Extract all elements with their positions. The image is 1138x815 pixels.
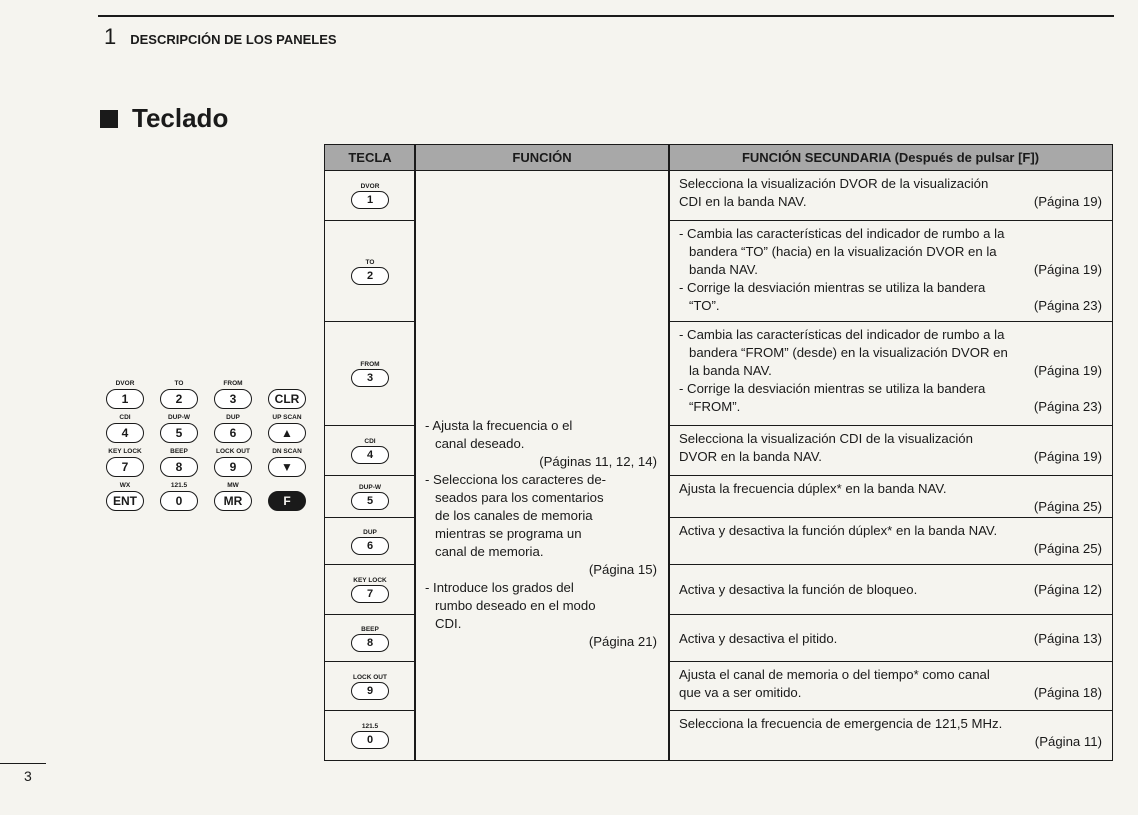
page-ref: (Página 19) (1033, 363, 1102, 378)
text-line: - Ajusta la frecuencia o el (425, 418, 573, 433)
keypad-key-cell (100, 447, 150, 477)
key-5: 5 (351, 492, 389, 510)
header-key: TECLA (325, 145, 415, 171)
keypad-key-cell (208, 379, 258, 409)
page-ref: (Página 23) (1033, 399, 1102, 414)
keypad-key-cell (100, 481, 150, 511)
keypad-illustration (100, 379, 310, 515)
page-ref: (Página 19) (1033, 262, 1102, 277)
text-line: DVOR en la banda NAV. (679, 449, 822, 464)
table-row-secondary (669, 426, 1112, 476)
chapter-number: 1 (104, 24, 117, 49)
section-title: Teclado (132, 103, 229, 133)
page-ref: (Página 25) (1033, 499, 1102, 514)
key-0: 0 (160, 491, 198, 511)
keypad-key-cell (262, 379, 312, 409)
page-number-rule (0, 763, 46, 764)
key-label: UP SCAN (272, 414, 302, 421)
text-line: - Cambia las características del indicador de rumbo a la (679, 327, 1005, 342)
key-label: FROM (360, 361, 380, 368)
keypad-key-cell (100, 413, 150, 443)
key-label: CDI (364, 438, 376, 445)
text-line: Activa y desactiva la función dúplex* en la banda NAV. (679, 523, 998, 538)
section-heading (100, 103, 228, 134)
text-line: bandera “FROM” (desde) en la visualización DVOR en (689, 345, 1008, 360)
page-ref: (Página 11) (1034, 734, 1102, 749)
text-line: CDI. (435, 616, 462, 631)
key-0: 0 (351, 731, 389, 749)
page-number: 3 (24, 768, 32, 784)
table-row-secondary (669, 662, 1112, 711)
header-secondary: FUNCIÓN SECUNDARIA (Después de pulsar [F]) (669, 145, 1112, 171)
keypad-key-cell (262, 413, 312, 443)
text-line: - Corrige la desviación mientras se utiliza la bandera (679, 280, 986, 295)
text-line: Selecciona la frecuencia de emergencia de 121,5 MHz. (679, 716, 1003, 731)
key-label: CDI (119, 414, 131, 421)
key-label: LOCK OUT (216, 448, 250, 455)
key-6: 6 (351, 537, 389, 555)
key-7: 7 (106, 457, 144, 477)
table-row-key (325, 426, 415, 476)
key-mr: MR (214, 491, 252, 511)
key-label: LOCK OUT (353, 673, 387, 681)
table-row-key (325, 711, 415, 759)
key-3: 3 (214, 389, 252, 409)
table-row-secondary (669, 476, 1112, 518)
table-row-key (325, 322, 415, 426)
page-ref: (Página 18) (1033, 685, 1102, 700)
key-5: 5 (160, 423, 198, 443)
key-4: 4 (351, 446, 389, 464)
table-row-secondary (669, 518, 1112, 565)
keypad-key-cell (154, 447, 204, 477)
text-line: - Corrige la desviación mientras se utiliza la bandera (679, 381, 986, 396)
header-function: FUNCIÓN (415, 145, 669, 171)
key-label: DUP-W (167, 414, 191, 421)
table-row-key (325, 221, 415, 322)
text-line: “TO”. (689, 298, 720, 313)
page-ref: (Página 19) (1033, 194, 1102, 209)
text-line: de los canales de memoria (435, 508, 593, 523)
key-2: 2 (351, 267, 389, 285)
key-f: F (268, 491, 306, 511)
keypad-key-cell (154, 413, 204, 443)
key-label: WX (119, 482, 131, 489)
key-ent: ENT (106, 491, 144, 511)
page-ref: (Página 12) (1033, 582, 1102, 597)
keypad-key-cell (262, 481, 312, 511)
key-4: 4 (106, 423, 144, 443)
text-line: Ajusta el canal de memoria o del tiempo* como canal (679, 667, 990, 682)
key-label: DN SCAN (272, 448, 302, 455)
text-line: mientras se programa un (435, 526, 582, 541)
table-row-key (325, 171, 415, 221)
text-line: Selecciona la visualización CDI de la visualización (679, 431, 973, 446)
text-line: - Cambia las características del indicador de rumbo a la (679, 226, 1005, 241)
table-row-secondary (669, 711, 1112, 759)
key-label: 121.5 (170, 482, 188, 489)
key-label: BEEP (361, 625, 379, 633)
text-line: Ajusta la frecuencia dúplex* en la banda NAV. (679, 481, 947, 496)
page-ref: (Página 15) (588, 562, 657, 577)
keypad-row (100, 379, 310, 409)
square-bullet-icon (100, 110, 118, 128)
keypad-key-cell (208, 481, 258, 511)
table-row-key (325, 476, 415, 518)
text-line: la banda NAV. (689, 363, 772, 378)
text-line: seados para los comentarios (435, 490, 604, 505)
page-ref: (Página 23) (1033, 298, 1102, 313)
key-3: 3 (351, 369, 389, 387)
key-function-table (324, 144, 1113, 761)
table-row-secondary (669, 565, 1112, 615)
keypad-key-cell (208, 447, 258, 477)
text-line: Activa y desactiva el pitido. (679, 631, 838, 646)
keypad-row (100, 447, 310, 477)
keypad-row (100, 413, 310, 443)
key-2: 2 (160, 389, 198, 409)
keypad-row (100, 481, 310, 511)
table-row-key (325, 615, 415, 662)
page-ref: (Página 25) (1033, 541, 1102, 556)
text-line: “FROM”. (689, 399, 741, 414)
key-label: DUP (363, 528, 377, 536)
text-line: que va a ser omitido. (679, 685, 802, 700)
up-arrow-icon: ▲ (268, 423, 306, 443)
text-line: canal de memoria. (435, 544, 544, 559)
page-ref: (Página 19) (1033, 449, 1102, 464)
key-1: 1 (351, 191, 389, 209)
key-label: KEY LOCK (353, 577, 387, 584)
page-ref: (Página 21) (588, 634, 657, 649)
table-row-secondary (669, 171, 1112, 221)
page-ref: (Página 13) (1033, 631, 1102, 646)
key-label: TO (365, 258, 375, 266)
text-line: banda NAV. (689, 262, 758, 277)
key-9: 9 (214, 457, 252, 477)
key-6: 6 (214, 423, 252, 443)
keypad-key-cell (154, 481, 204, 511)
key-8: 8 (351, 634, 389, 652)
text-line: Activa y desactiva la función de bloqueo. (679, 582, 918, 597)
table-row-key (325, 662, 415, 711)
key-label: DUP-W (358, 484, 382, 491)
key-1: 1 (106, 389, 144, 409)
keypad-key-cell (208, 413, 258, 443)
key-label: DVOR (115, 380, 135, 387)
keypad-key-cell (154, 379, 204, 409)
table-row-secondary (669, 615, 1112, 662)
keypad-key-cell (100, 379, 150, 409)
chapter-heading (104, 24, 337, 50)
key-label: DVOR (360, 183, 380, 190)
key-label: KEY LOCK (108, 448, 142, 455)
key-8: 8 (160, 457, 198, 477)
key-label: MW (227, 482, 239, 489)
text-line: - Selecciona los caracteres de- (425, 472, 607, 487)
key-label: BEEP (170, 448, 188, 455)
keypad-key-cell (262, 447, 312, 477)
table-row-secondary (669, 322, 1112, 426)
text-line: CDI en la banda NAV. (679, 194, 807, 209)
key-7: 7 (351, 585, 389, 603)
text-line: - Introduce los grados del (425, 580, 574, 595)
page-ref: (Páginas 11, 12, 14) (539, 454, 657, 469)
chapter-title: DESCRIPCIÓN DE LOS PANELES (130, 32, 337, 47)
key-clr: CLR (268, 389, 306, 409)
key-label: DUP (226, 414, 240, 421)
table-row-key (325, 565, 415, 615)
down-arrow-icon: ▼ (268, 457, 306, 477)
text-line: rumbo deseado en el modo (435, 598, 596, 613)
key-9: 9 (351, 682, 389, 700)
key-label: FROM (223, 380, 243, 387)
table-row-key (325, 518, 415, 565)
top-rule (98, 15, 1114, 17)
table-row-secondary (669, 221, 1112, 322)
text-line: bandera “TO” (hacia) en la visualización DVOR en la (689, 244, 997, 259)
function-description (425, 417, 657, 651)
text-line: Selecciona la visualización DVOR de la visualización (679, 176, 989, 191)
text-line: canal deseado. (435, 436, 525, 451)
key-label: 121.5 (361, 722, 379, 730)
key-label: TO (174, 380, 184, 387)
